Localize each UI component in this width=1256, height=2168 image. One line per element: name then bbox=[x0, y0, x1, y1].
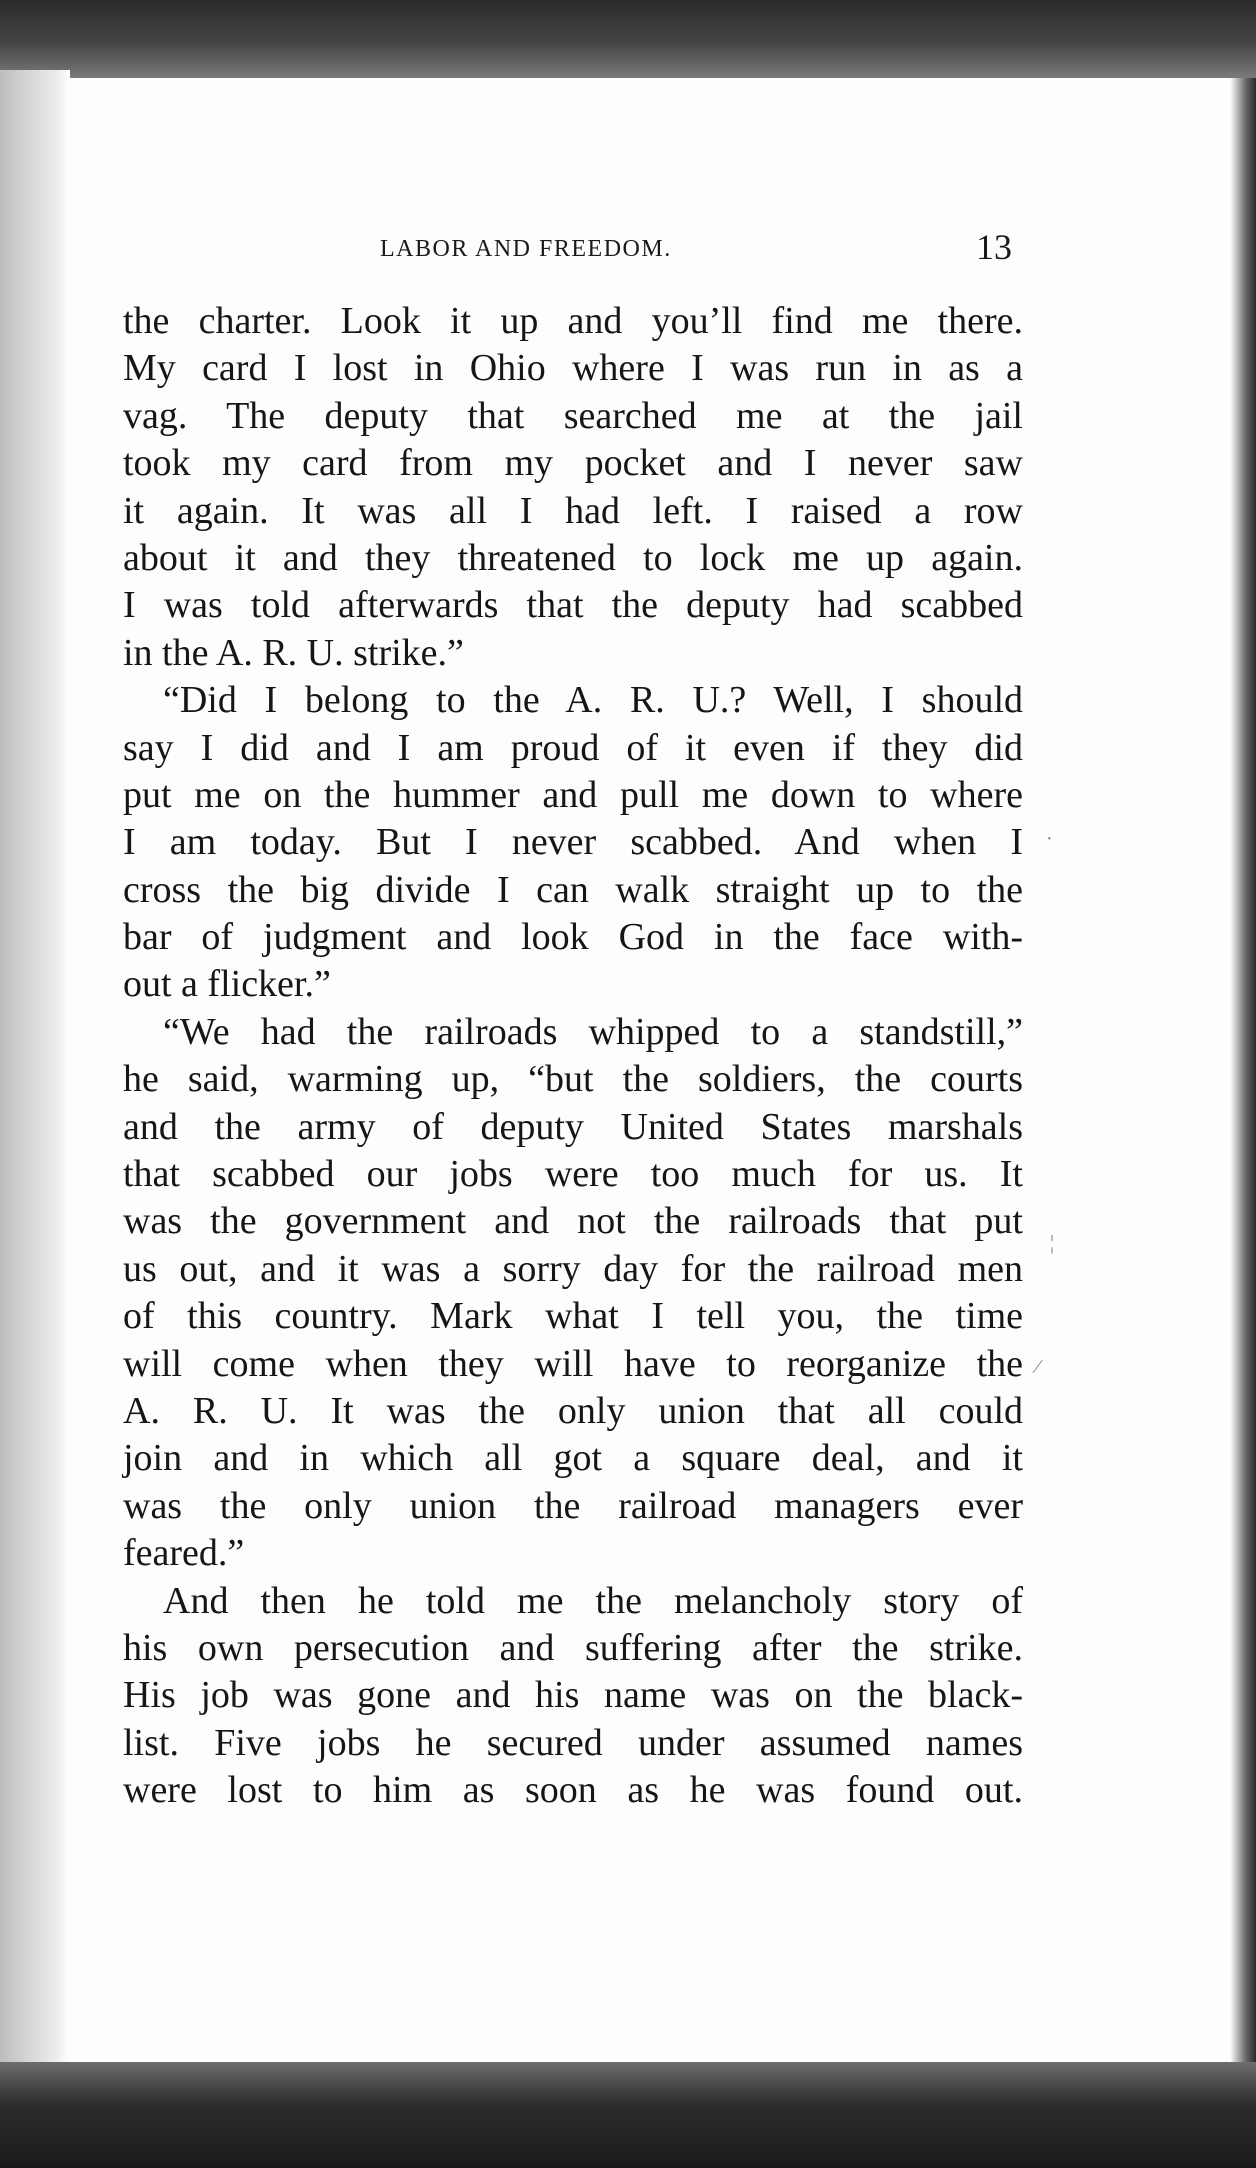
text-line: His job was gone and his name was on the black- bbox=[123, 1674, 1023, 1717]
text-line: were lost to him as soon as he was found out. bbox=[123, 1769, 1023, 1812]
text-line: out a flicker.” bbox=[123, 963, 331, 1006]
text-line: And then he told me the melancholy story of bbox=[163, 1579, 1023, 1622]
body-text bbox=[123, 298, 1023, 1815]
text-line: he said, warming up, “but the soldiers, the courts bbox=[123, 1058, 1023, 1101]
text-line: say I did and I am proud of it even if they did bbox=[123, 726, 1023, 769]
text-line: that scabbed our jobs were too much for us. It bbox=[123, 1153, 1023, 1196]
text-line: join and in which all got a square deal, and it bbox=[123, 1437, 1023, 1480]
text-line: My card I lost in Ohio where I was run in as a bbox=[123, 347, 1023, 390]
text-line: vag. The deputy that searched me at the jail bbox=[123, 394, 1023, 437]
page-number: 13 bbox=[976, 227, 1012, 267]
text-line: will come when they will have to reorganize the bbox=[123, 1342, 1023, 1385]
scan-bottom-border bbox=[0, 2062, 1256, 2168]
text-line: took my card from my pocket and I never saw bbox=[123, 442, 1023, 485]
text-line: about it and they threatened to lock me up again. bbox=[123, 536, 1023, 579]
text-line: cross the big divide I can walk straight up to the bbox=[123, 868, 1023, 911]
running-head: LABOR AND FREEDOM. bbox=[380, 236, 672, 262]
text-line: put me on the hummer and pull me down to where bbox=[123, 773, 1023, 816]
text-line: in the A. R. U. strike.” bbox=[123, 631, 464, 674]
text-line: list. Five jobs he secured under assumed names bbox=[123, 1721, 1023, 1764]
scan-top-border bbox=[0, 0, 1256, 78]
text-line: it again. It was all I had left. I raised a row bbox=[123, 489, 1023, 532]
text-line: of this country. Mark what I tell you, the time bbox=[123, 1295, 1023, 1338]
text-line: feared.” bbox=[123, 1532, 245, 1575]
text-line: and the army of deputy United States marshals bbox=[123, 1105, 1023, 1148]
text-line: bar of judgment and look God in the face with- bbox=[123, 916, 1023, 959]
ink-speck: ⁄ bbox=[1036, 1356, 1040, 1378]
text-line: I was told afterwards that the deputy had scabbed bbox=[123, 584, 1023, 627]
text-line: “We had the railroads whipped to a standstill,” bbox=[163, 1010, 1023, 1053]
text-line: the charter. Look it up and you’ll find me there. bbox=[123, 300, 1023, 342]
text-line: us out, and it was a sorry day for the railroad men bbox=[123, 1247, 1023, 1290]
text-line: was the only union the railroad managers ever bbox=[123, 1484, 1023, 1527]
text-line: was the government and not the railroads that put bbox=[123, 1200, 1023, 1243]
book-gutter-shadow bbox=[0, 70, 70, 2070]
text-line: I am today. But I never scabbed. And when I bbox=[123, 821, 1023, 864]
text-line: “Did I belong to the A. R. U.? Well, I should bbox=[163, 679, 1023, 722]
page-right-edge bbox=[1230, 78, 1256, 2068]
text-line: his own persecution and suffering after the strike. bbox=[123, 1626, 1023, 1669]
ink-speck: · bbox=[1046, 828, 1053, 850]
text-line: A. R. U. It was the only union that all could bbox=[123, 1389, 1023, 1432]
ink-speck: ¦ bbox=[1050, 1232, 1055, 1254]
